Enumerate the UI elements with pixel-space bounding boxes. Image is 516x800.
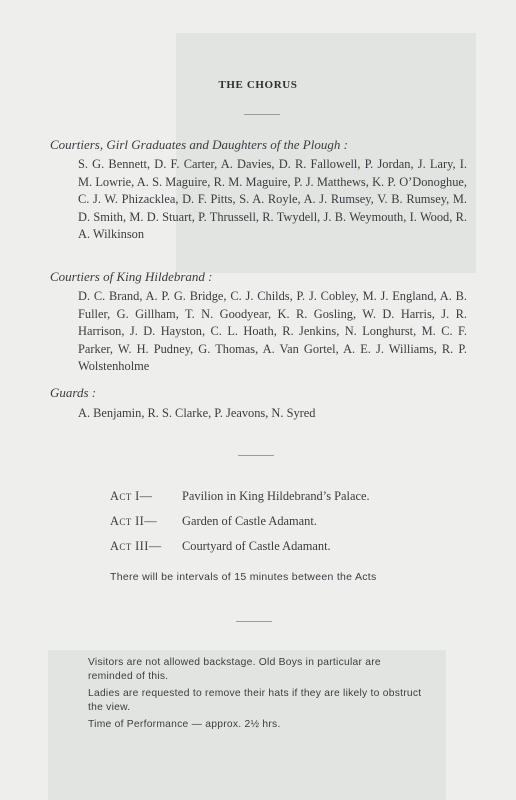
intervals-note: There will be intervals of 15 minutes between the Acts — [110, 571, 377, 583]
act-setting: Garden of Castle Adamant. — [182, 514, 317, 528]
act-row — [110, 489, 370, 514]
acts-list — [110, 489, 370, 564]
divider-middle — [238, 455, 274, 456]
act-label: Act II— — [110, 514, 157, 528]
section-heading-courtiers-graduates: Courtiers, Girl Graduates and Daughters of the Plough : — [50, 137, 348, 152]
notice-backstage: Visitors are not allowed backstage. Old Boys in particular are reminded of this. — [88, 657, 381, 682]
act-label: Act I— — [110, 489, 153, 503]
section-names-courtiers-king: D. C. Brand, A. P. G. Bridge, C. J. Childs, P. J. Cobley, M. J. England, A. B. Fuller, G. Gillham, T. N. Goodyear, K. R. Gosling, W. D. Harris, J. R. Harrison, J. D. Hayston, C. L. Hoath, R. Jenkins, N. Longhurst, M. C. F. Parker, W. H. Pudney, G. Thomas, A. Van Gortel, A. E. J. Williams, R. P. Wolstenholme — [78, 289, 467, 374]
section-heading-courtiers-king: Courtiers of King Hildebrand : — [50, 269, 213, 284]
act-row — [110, 514, 370, 539]
divider-top — [244, 114, 280, 115]
act-setting: Pavilion in King Hildebrand’s Palace. — [182, 489, 370, 503]
act-label: Act III— — [110, 539, 162, 553]
notice-performance-time: Time of Performance — approx. 2½ hrs. — [88, 719, 281, 730]
section-heading-guards: Guards : — [50, 385, 97, 400]
section-names-guards: A. Benjamin, R. S. Clarke, P. Jeavons, N. Syred — [78, 406, 316, 420]
divider-bottom — [236, 621, 272, 622]
notice-hats: Ladies are requested to remove their hats if they are likely to obstruct the view. — [88, 688, 422, 713]
page-title: THE CHORUS — [218, 79, 298, 91]
act-setting: Courtyard of Castle Adamant. — [182, 539, 331, 553]
section-names-courtiers-graduates: S. G. Bennett, D. F. Carter, A. Davies, D. R. Fallowell, P. Jordan, J. Lary, I. M. Lowrie, A. S. Maguire, R. M. Maguire, P. J. Matthews, K. P. O’Donoghue, C. J. W. Phizacklea, D. F. Pitts, S. A. Royle, A. J. Rumsey, V. B. Rumsey, M. D. Smith, M. D. Stuart, P. Thrussell, R. Twydell, J. B. Weymouth, I. Wood, R. A. Wilkinson — [78, 157, 467, 242]
act-row — [110, 539, 370, 564]
